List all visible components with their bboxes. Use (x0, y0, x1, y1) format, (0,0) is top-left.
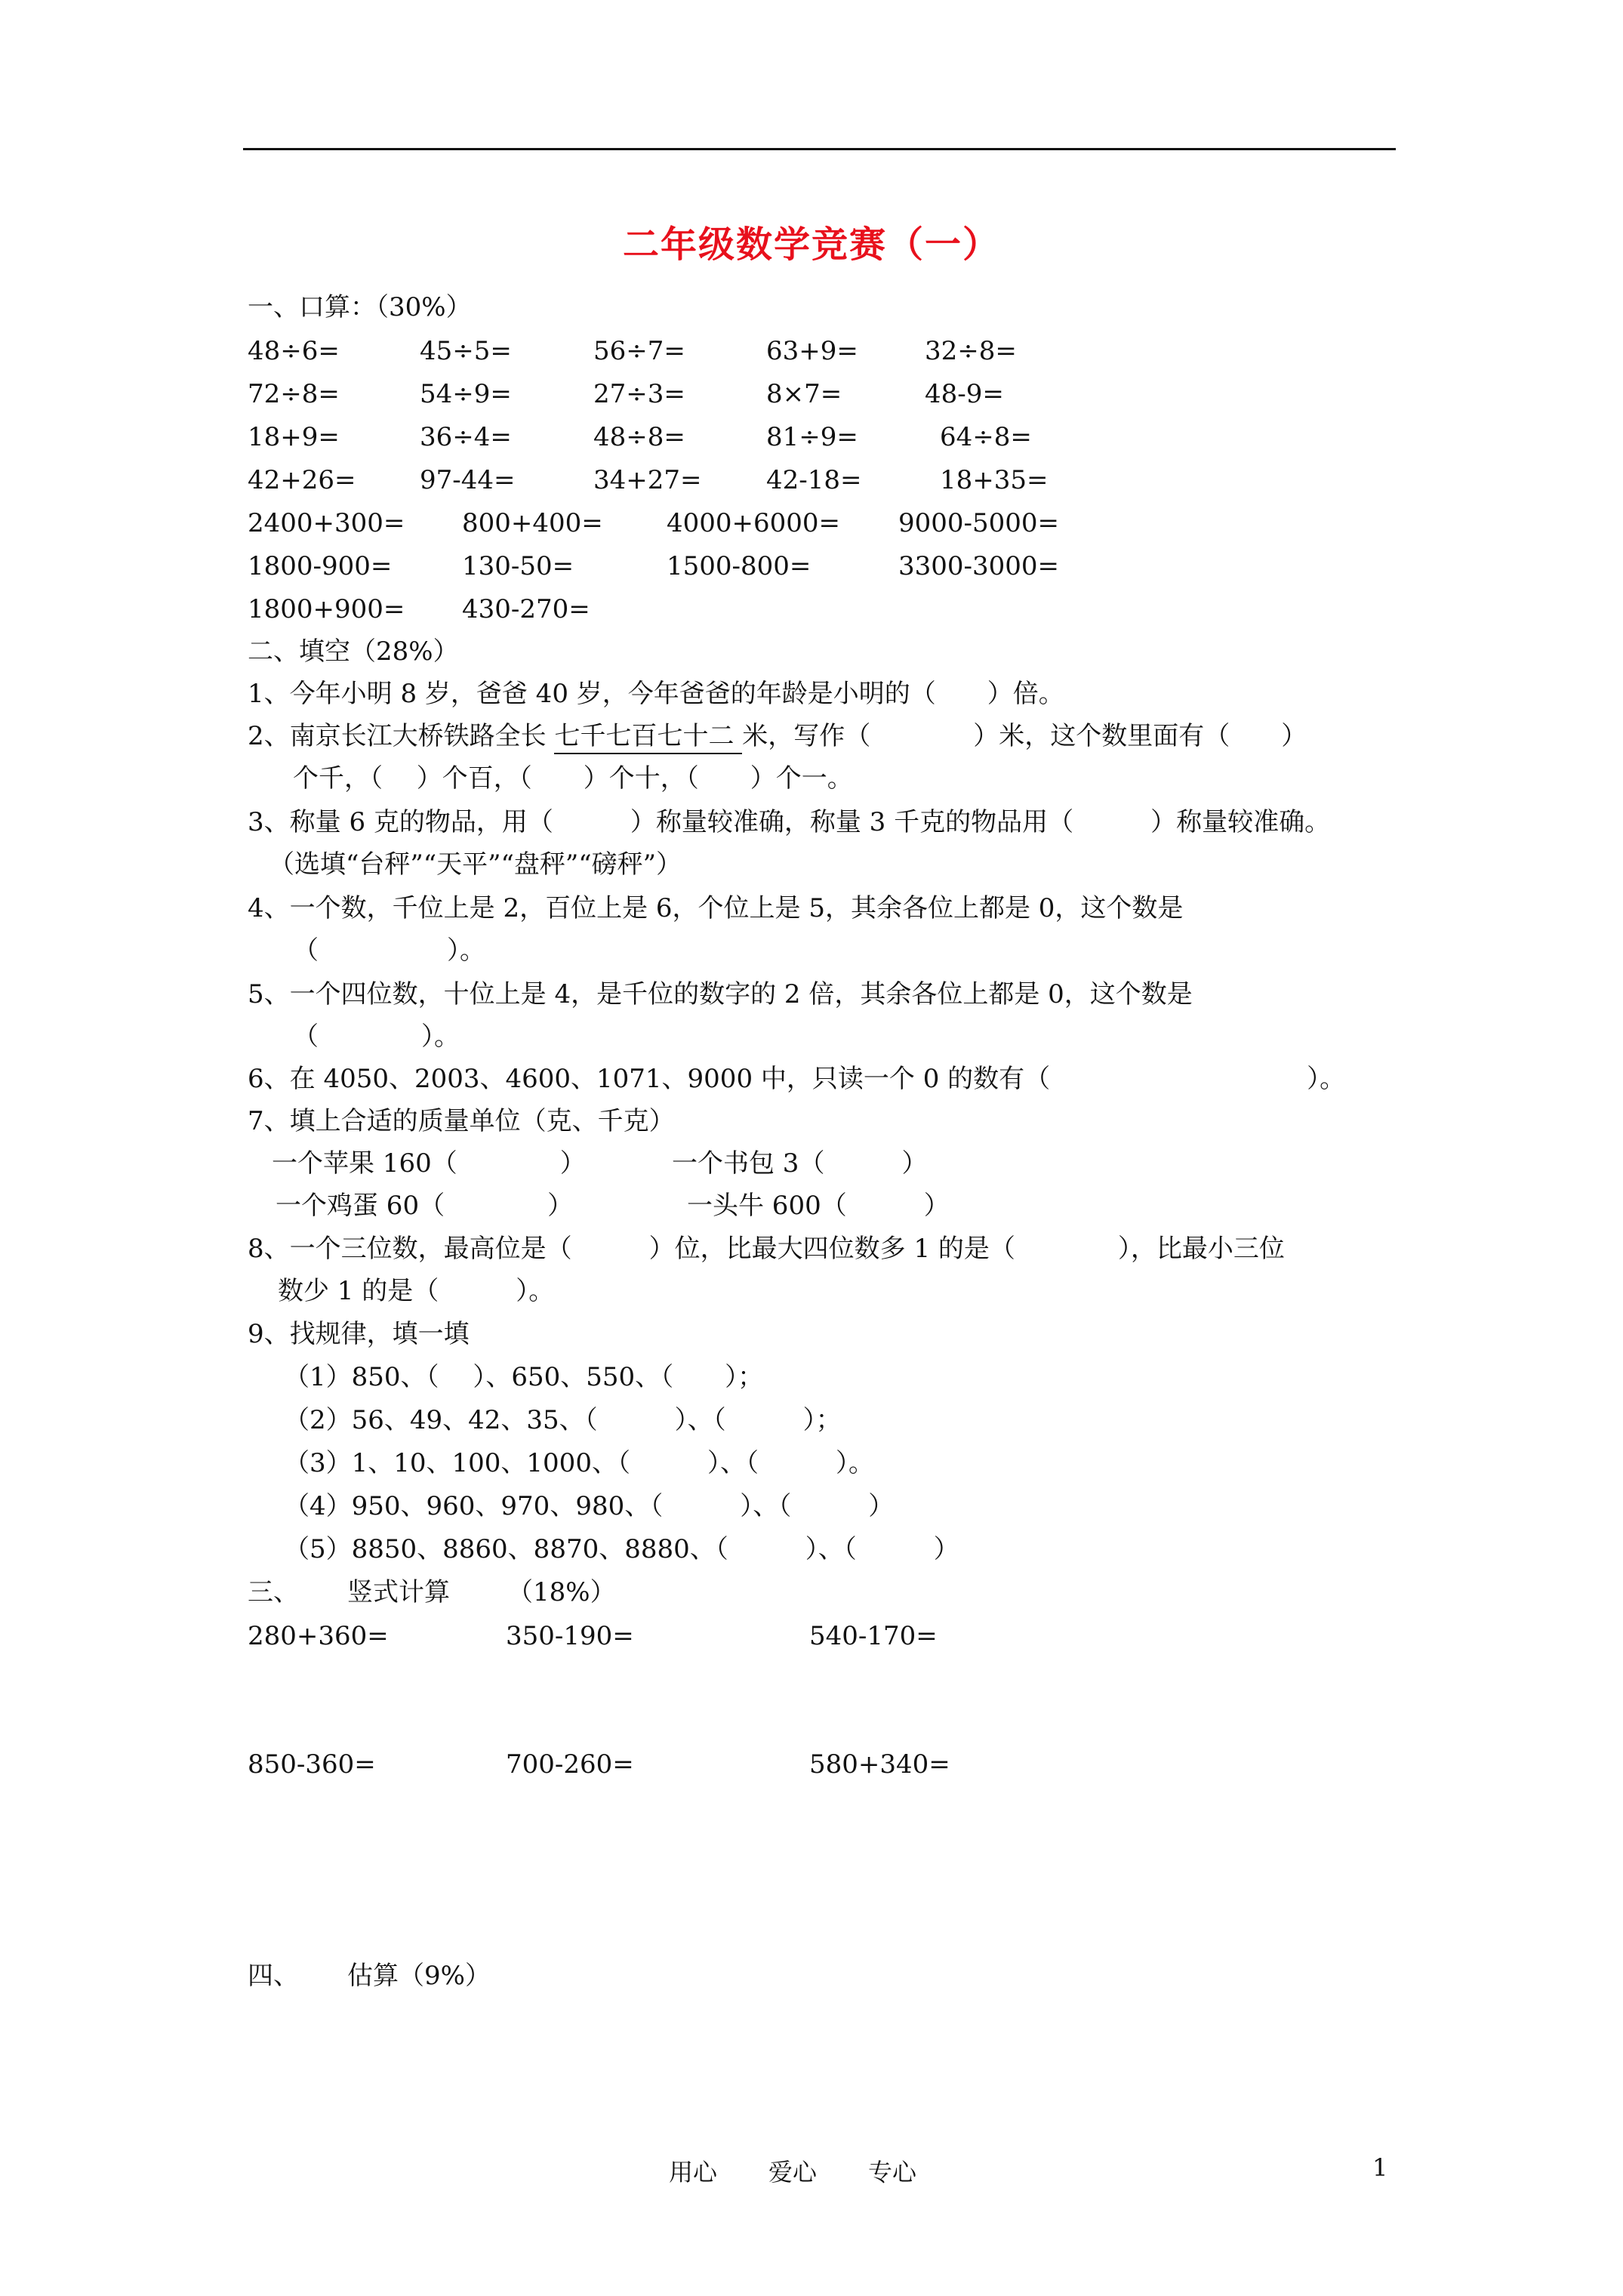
question-9-item: （3）1、10、100、1000、（ ）、（ ）。 (284, 1448, 874, 1478)
question-7-item: 一头牛 600（ ） (687, 1191, 950, 1221)
calc-item: 27÷3= (593, 379, 685, 409)
vertical-calc-item: 850-360= (248, 1749, 376, 1780)
calc-item: 430-270= (462, 594, 590, 624)
calc-item: 8×7= (766, 379, 842, 409)
calc-item: 48-9= (925, 379, 1004, 409)
calc-item: 1800+900= (248, 594, 405, 624)
question-5-line1: 5、一个四位数，十位上是 4，是千位的数字的 2 倍，其余各位上都是 0，这个数是 (248, 979, 1193, 1009)
calc-item: 56÷7= (593, 336, 685, 366)
section3-heading: 竖式计算 (347, 1577, 450, 1607)
calc-item: 63+9= (766, 336, 858, 366)
question-7-item: 一个苹果 160（ ） (272, 1148, 586, 1179)
vertical-calc-item: 350-190= (506, 1621, 634, 1651)
question-1: 1、今年小明 8 岁，爸爸 40 岁，今年爸爸的年龄是小明的（ ）倍。 (248, 679, 1064, 709)
calc-item: 32÷8= (925, 336, 1017, 366)
footer-text: 用心 (669, 2158, 718, 2187)
page-number: 1 (1372, 2153, 1388, 2182)
vertical-calc-item: 280+360= (248, 1621, 389, 1651)
calc-item: 72÷8= (248, 379, 340, 409)
question-7-item: 一个鸡蛋 60（ ） (276, 1191, 574, 1221)
calc-item: 18+9= (248, 422, 340, 452)
calc-item: 48÷6= (248, 336, 340, 366)
question-3-line1: 3、称量 6 克的物品，用（ ）称量较准确，称量 3 千克的物品用（ ）称量较准确。 (248, 807, 1331, 837)
question-6: 6、在 4050、2003、4600、1071、9000 中，只读一个 0 的数有（ ）。 (248, 1064, 1346, 1094)
calc-item: 2400+300= (248, 508, 405, 538)
calc-item: 45÷5= (420, 336, 512, 366)
question-4-line2: （ ）。 (293, 935, 485, 966)
calc-item: 130-50= (462, 551, 574, 581)
calc-item: 64÷8= (940, 422, 1032, 452)
section4-heading-number: 四、 (248, 1961, 299, 1991)
section3-heading-weight: （18%） (507, 1577, 616, 1607)
question-2-line1: 2、南京长江大桥铁路全长 七千七百七十二 米，写作（ ）米，这个数里面有（ ） (248, 723, 1307, 749)
question-8-line1: 8、一个三位数，最高位是（ ）位，比最大四位数多 1 的是（ ），比最小三位 (248, 1234, 1285, 1264)
calc-item: 1800-900= (248, 551, 393, 581)
footer-text: 爱心 (768, 2158, 818, 2187)
question-9-item: （1）850、（ ）、650、550、（ ）； (284, 1362, 764, 1392)
calc-item: 54÷9= (420, 379, 512, 409)
footer-text: 专心 (868, 2158, 917, 2187)
calc-item: 4000+6000= (667, 508, 841, 538)
vertical-calc-item: 580+340= (809, 1749, 950, 1780)
section3-heading-number: 三、 (248, 1577, 299, 1607)
calc-item: 81÷9= (766, 422, 858, 452)
calc-item: 34+27= (593, 465, 702, 495)
section2-heading: 二、填空（28%） (248, 636, 459, 667)
question-7: 7、填上合适的质量单位（克、千克） (248, 1106, 675, 1136)
question-4-line1: 4、一个数，千位上是 2，百位上是 6，个位上是 5，其余各位上都是 0，这个数是 (248, 893, 1184, 923)
question-9-item: （2）56、49、42、35、（ ）、（ ）； (284, 1405, 842, 1435)
calc-item: 9000-5000= (898, 508, 1060, 538)
calc-item: 48÷8= (593, 422, 685, 452)
question-2-line2: 个千，（ ）个百，（ ）个十，（ ）个一。 (293, 763, 853, 794)
calc-item: 800+400= (462, 508, 603, 538)
calc-item: 42-18= (766, 465, 862, 495)
vertical-calc-item: 540-170= (809, 1621, 938, 1651)
header-rule (243, 148, 1396, 150)
question-9: 9、找规律，填一填 (248, 1319, 470, 1349)
question-9-item: （5）8850、8860、8870、8880、（ ）、（ ） (284, 1534, 959, 1564)
calc-item: 97-44= (420, 465, 516, 495)
question-9-item: （4）950、960、970、980、（ ）、（ ） (284, 1491, 895, 1521)
question-8-line2: 数少 1 的是（ ）。 (278, 1276, 555, 1306)
underlined-number-words: 七千七百七十二 (554, 721, 742, 754)
calc-item: 18+35= (940, 465, 1049, 495)
question-7-item: 一个书包 3（ ） (672, 1148, 928, 1179)
page-title: 二年级数学竞赛（一） (622, 223, 1000, 266)
vertical-calc-item: 700-260= (506, 1749, 634, 1780)
section4-heading: 估算（9%） (347, 1961, 491, 1991)
calc-item: 3300-3000= (898, 551, 1060, 581)
calc-item: 1500-800= (667, 551, 812, 581)
question-3-line2: （选填“台秤”“天平”“盘秤”“磅秤”） (269, 849, 682, 880)
calc-item: 36÷4= (420, 422, 512, 452)
question-5-line2: （ ）。 (293, 1022, 460, 1052)
calc-item: 42+26= (248, 465, 356, 495)
section1-heading: 一、口算：（30%） (248, 292, 472, 322)
